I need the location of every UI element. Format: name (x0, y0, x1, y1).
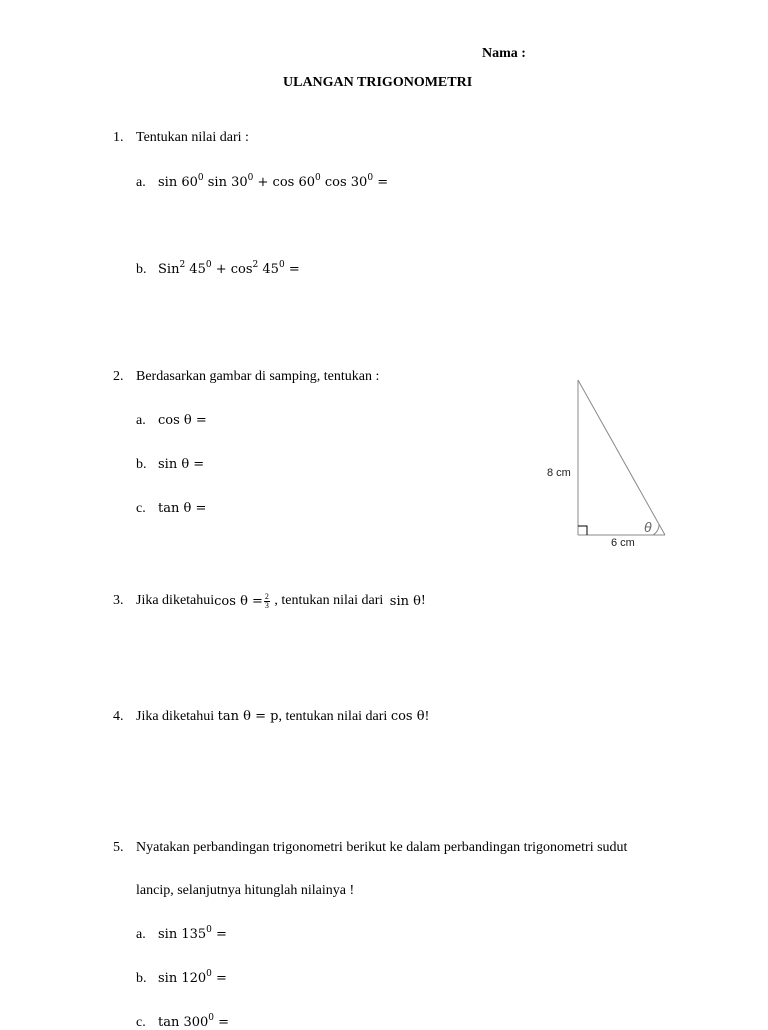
right-angle-marker (578, 526, 587, 535)
q5-text-line1: Nyatakan perbandingan trigonometri berikut ke dalam perbandingan trigonometri sudut (136, 840, 628, 855)
right-triangle-figure (540, 372, 680, 554)
q1a-expression: $\sin 60^0$ $\sin 30^0 + \cos 60^0$ $\cos 30^0$ = (158, 172, 389, 190)
q1-text: Tentukan nilai dari : (136, 130, 249, 145)
name-label: Nama : (482, 46, 526, 61)
vertical-side-label: 8 cm (547, 467, 571, 479)
q2a-label: a. (136, 413, 146, 428)
q2-number: 2. (113, 369, 124, 384)
q2-text: Berdasarkan gambar di samping, tentukan : (136, 369, 380, 384)
q4-text: Jika diketahui tan θ = p, tentukan nilai dari cos θ! (136, 709, 430, 724)
hypotenuse-line (578, 380, 665, 535)
q1b-label: b. (136, 262, 147, 277)
q5-text-line2: lancip, selanjutnya hitunglah nilainya ! (136, 883, 355, 898)
q4-number: 4. (113, 709, 124, 724)
q5b-label: b. (136, 971, 147, 986)
q1b-expression: Sin$^2$ $45^0 + \cos^2 45^0$ = (158, 259, 300, 277)
q5b-expression: $\sin 120^0$ = (158, 968, 227, 986)
q5a-expression: $\sin 135^0$ = (158, 924, 227, 942)
q2c-expression: tan θ = (158, 501, 207, 516)
q2a-expression: cos θ = (158, 413, 207, 428)
q5-number: 5. (113, 840, 124, 855)
q5c-expression: $\tan 300^0$ = (158, 1012, 230, 1030)
q1-number: 1. (113, 130, 124, 145)
q2b-expression: sin θ = (158, 457, 205, 472)
q2b-label: b. (136, 457, 147, 472)
q2c-label: c. (136, 501, 146, 516)
angle-arc (653, 524, 659, 535)
theta-symbol: θ (644, 519, 652, 535)
q3-text: Jika diketahui cos θ = $\frac{2}{3}$ , tentukan nilai dari sin θ ! (136, 591, 426, 610)
q3-number: 3. (113, 593, 124, 608)
q3-fraction: $\frac{2}{3}$ (264, 591, 269, 610)
page-title: ULANGAN TRIGONOMETRI (283, 75, 473, 90)
horizontal-side-label: 6 cm (611, 537, 635, 549)
q5c-label: c. (136, 1015, 146, 1030)
q5a-label: a. (136, 927, 146, 942)
q1a-label: a. (136, 175, 146, 190)
